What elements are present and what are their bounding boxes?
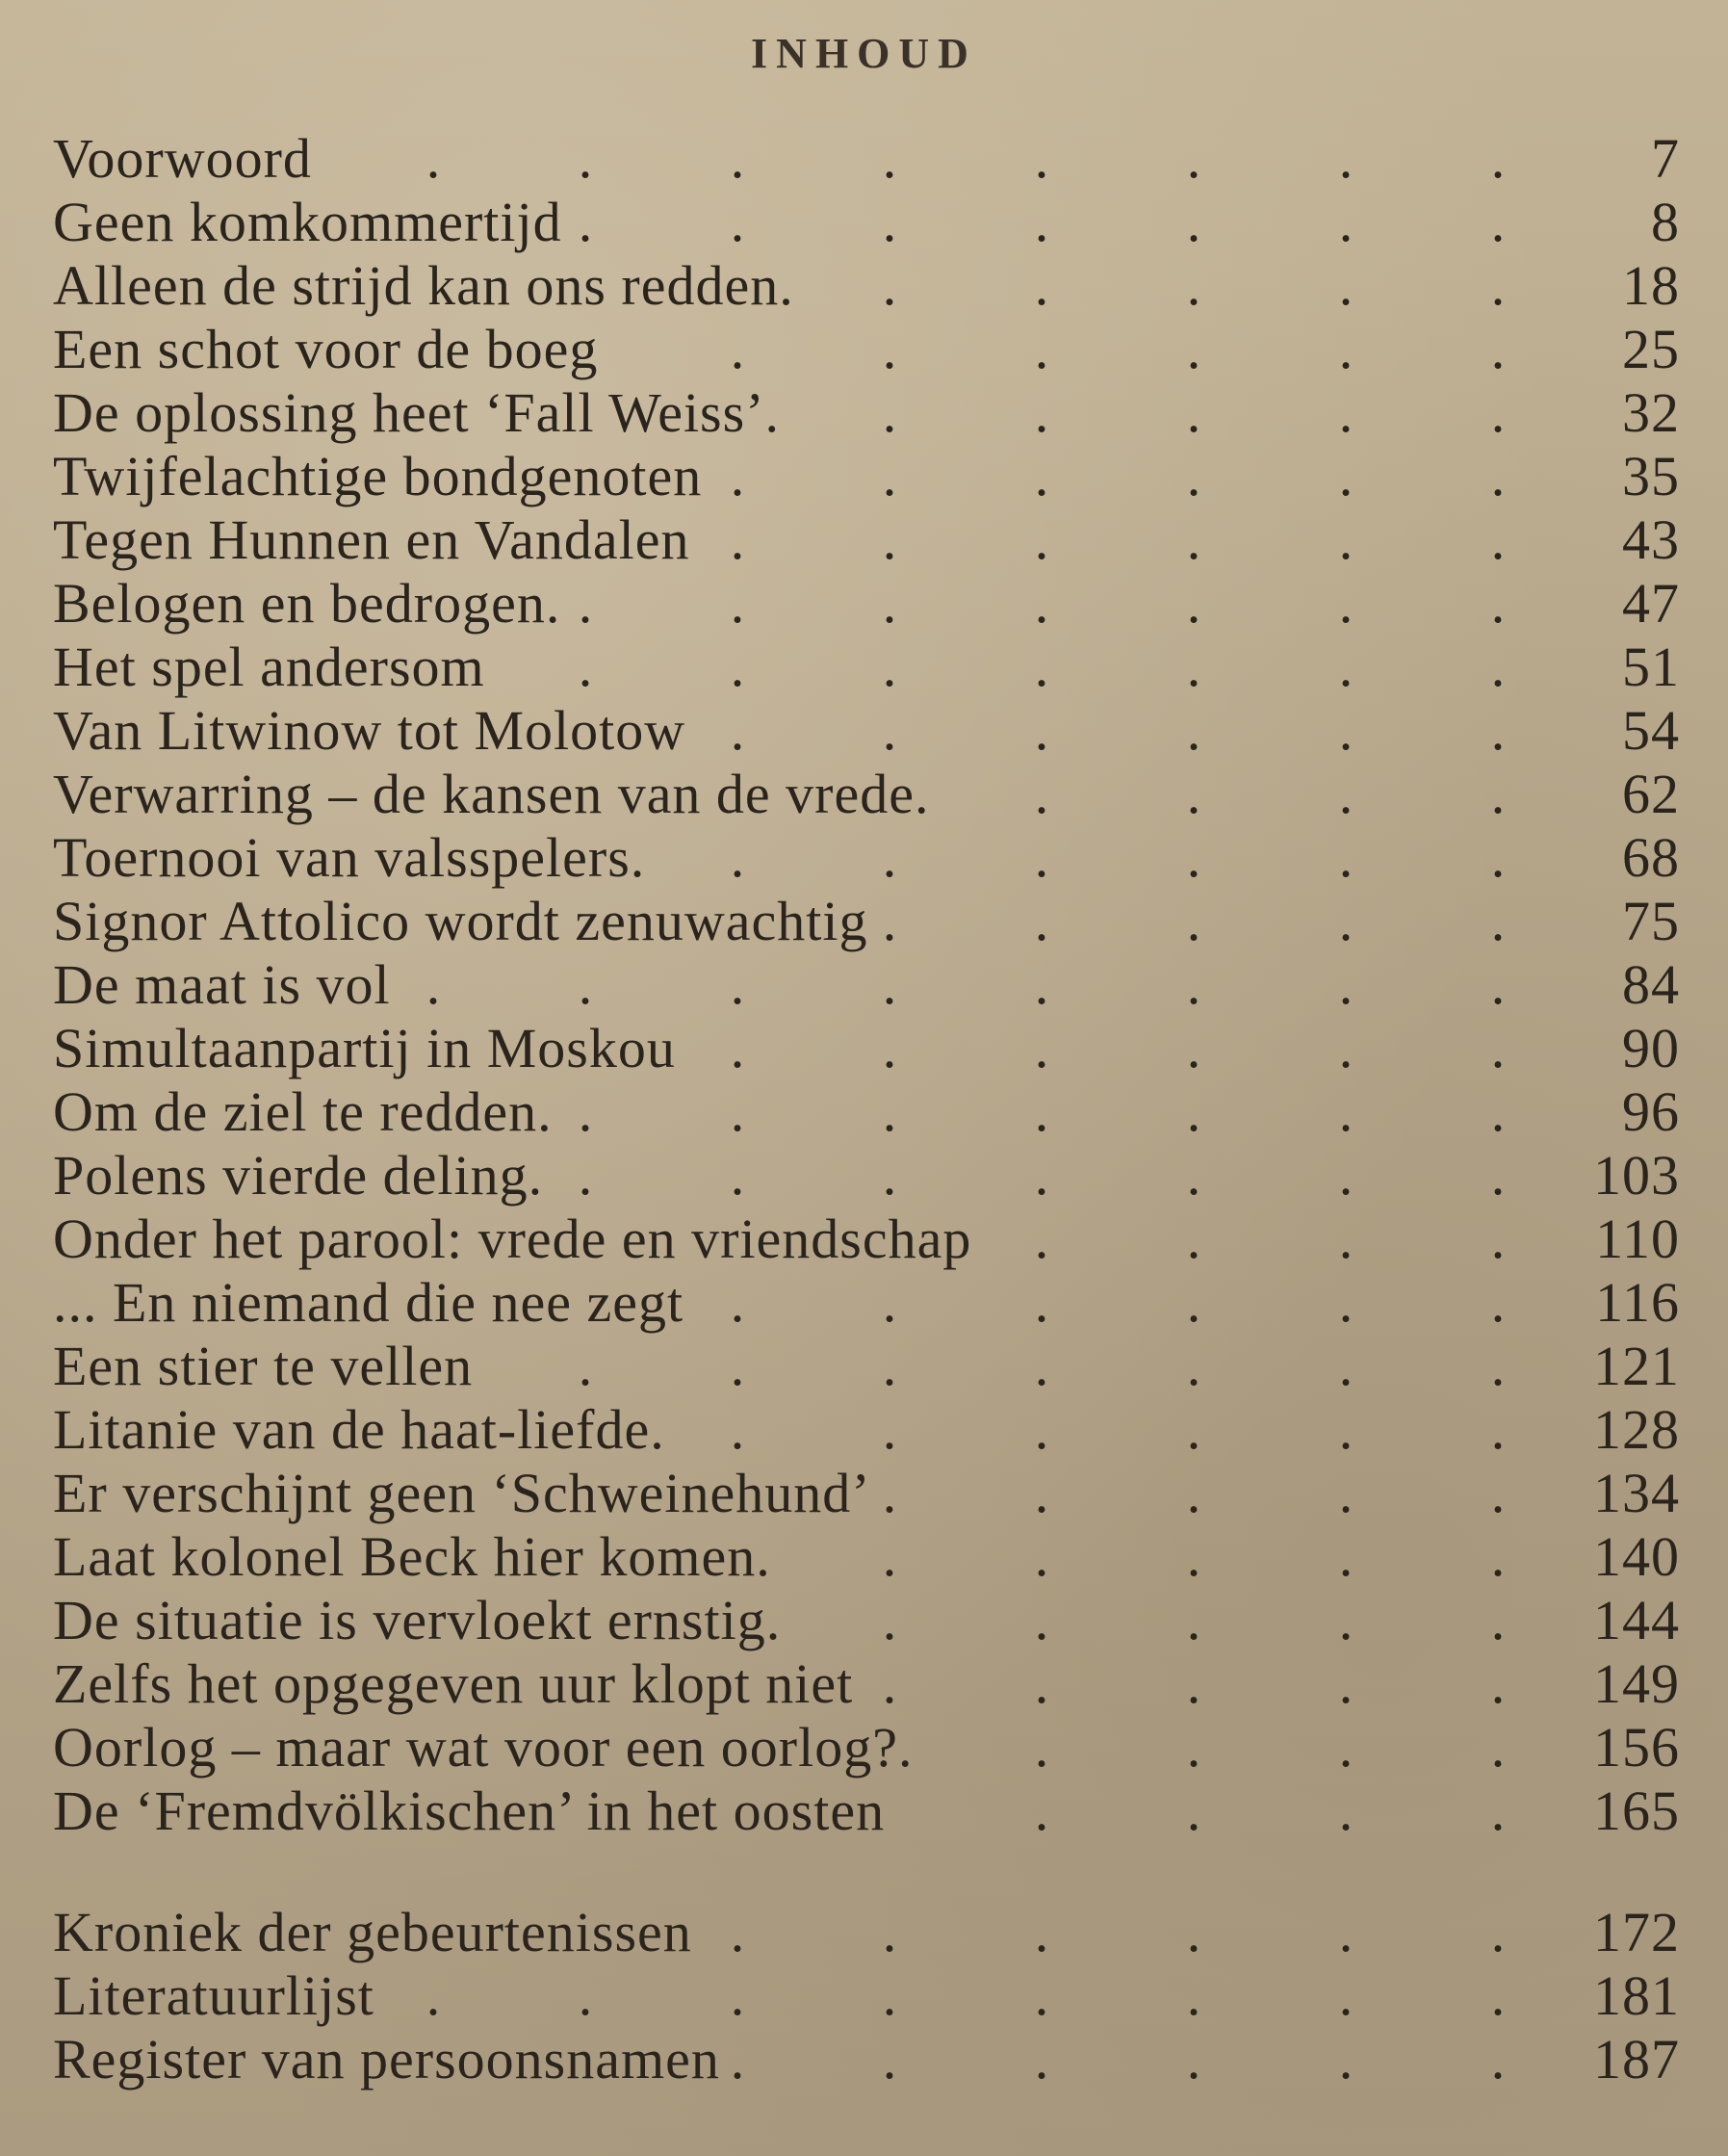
dot-leader: . . . . . . . . <box>426 953 1506 1016</box>
toc-entry-title: Om de ziel te redden. <box>53 1080 553 1143</box>
toc-entry-page-number: 121 <box>1593 1335 1680 1397</box>
toc-entry <box>53 2028 1680 2091</box>
dot-leader: . . . . <box>1034 1208 1506 1270</box>
toc-entry <box>53 1589 1680 1652</box>
toc-entry <box>53 254 1680 318</box>
dot-leader: . . . . . . <box>730 826 1506 889</box>
dot-leader: . . . . . . <box>730 508 1506 571</box>
toc-entry-title: Van Litwinow tot Molotow <box>53 699 686 762</box>
toc-entry <box>53 1525 1680 1589</box>
toc-entry <box>53 890 1680 953</box>
toc-entry-page-number: 7 <box>1651 127 1680 190</box>
toc-entry-title: ... En niemand die nee zegt <box>53 1271 684 1334</box>
toc-entry <box>53 1271 1680 1335</box>
dot-leader: . . . . <box>1034 1716 1506 1779</box>
toc-entry <box>53 572 1680 636</box>
toc-entry <box>53 699 1680 763</box>
toc-entry-title: Het spel andersom <box>53 636 485 698</box>
toc-entry-title: Register van persoonsnamen <box>53 2028 720 2091</box>
dot-leader: . . . . . <box>882 1652 1506 1715</box>
toc-entry <box>53 1017 1680 1080</box>
dot-leader: . . . . . <box>882 1525 1506 1588</box>
toc-entry-page-number: 181 <box>1593 1964 1680 2027</box>
toc-entry-page-number: 110 <box>1595 1208 1680 1270</box>
toc-entry-title: Simultaanpartij in Moskou <box>53 1017 676 1079</box>
toc-entry-title: De maat is vol <box>53 953 391 1016</box>
toc-entry-page-number: 47 <box>1622 572 1680 635</box>
toc-entry-title: Laat kolonel Beck hier komen. <box>53 1525 771 1588</box>
toc-entry <box>53 1208 1680 1271</box>
toc-entry-title: Geen komkommertijd <box>53 191 562 253</box>
toc-entry-page-number: 32 <box>1622 381 1680 444</box>
toc-entry-page-number: 187 <box>1593 2028 1680 2091</box>
toc-entry-title: Voorwoord <box>53 127 312 190</box>
toc-entry-page-number: 116 <box>1595 1271 1680 1334</box>
dot-leader: . . . . . . <box>730 445 1506 507</box>
toc-entry <box>53 381 1680 445</box>
dot-leader: . . . . . . <box>730 1398 1506 1461</box>
toc-entry-title: Verwarring – de kansen van de vrede. <box>53 763 930 825</box>
toc-entry-title: Onder het parool: vrede en vriendschap <box>53 1208 972 1270</box>
toc-entry-page-number: 96 <box>1622 1080 1680 1143</box>
toc-entry-page-number: 140 <box>1593 1525 1680 1588</box>
toc-entry <box>53 1080 1680 1144</box>
toc-entry-page-number: 128 <box>1593 1398 1680 1461</box>
page-title: INHOUD <box>751 30 977 77</box>
toc-entry-title: Toernooi van valsspelers. <box>53 826 646 889</box>
toc-entry-title: De ‘Fremdvölkischen’ in het oosten <box>53 1779 886 1842</box>
toc-entry-title: Alleen de strijd kan ons redden. <box>53 254 794 317</box>
toc-entry-title: Litanie van de haat-liefde. <box>53 1398 665 1461</box>
dot-leader: . . . . . . . <box>578 1335 1506 1397</box>
toc-entry-page-number: 54 <box>1622 699 1680 762</box>
toc-entry-title: Tegen Hunnen en Vandalen <box>53 508 690 571</box>
dot-leader: . . . . . . . <box>578 572 1506 635</box>
toc-entry-title: De situatie is vervloekt ernstig. <box>53 1589 782 1651</box>
toc-entry-page-number: 75 <box>1622 890 1680 952</box>
toc-entry-page-number: 18 <box>1622 254 1680 317</box>
toc-entry-page-number: 68 <box>1622 826 1680 889</box>
toc-entry <box>53 826 1680 890</box>
toc-entry-title: Zelfs het opgegeven uur klopt niet <box>53 1652 854 1715</box>
toc-entry <box>53 508 1680 572</box>
toc-entry-page-number: 103 <box>1593 1144 1680 1207</box>
toc-entry-title: Literatuurlijst <box>53 1964 374 2027</box>
toc-entry-page-number: 51 <box>1622 636 1680 698</box>
toc-entry-page-number: 134 <box>1593 1462 1680 1524</box>
toc-entry-page-number: 90 <box>1622 1017 1680 1079</box>
toc-entry-page-number: 144 <box>1593 1589 1680 1651</box>
toc-entry <box>53 636 1680 699</box>
dot-leader: . . . . <box>1034 1779 1506 1842</box>
toc-entry-page-number: 25 <box>1622 318 1680 380</box>
toc-entry-page-number: 149 <box>1593 1652 1680 1715</box>
toc-entry <box>53 1335 1680 1398</box>
dot-leader: . . . . . <box>882 254 1506 317</box>
toc-entry <box>53 763 1680 826</box>
dot-leader: . . . . . <box>882 1589 1506 1651</box>
toc-entry-page-number: 156 <box>1593 1716 1680 1779</box>
dot-leader: . . . . . . . <box>578 636 1506 698</box>
toc-entry-page-number: 172 <box>1593 1901 1680 1963</box>
toc-entry-title: Kroniek der gebeurtenissen <box>53 1901 692 1963</box>
dot-leader: . . . . . <box>882 890 1506 952</box>
toc-entry-page-number: 35 <box>1622 445 1680 507</box>
dot-leader: . . . . . . <box>730 1901 1506 1963</box>
toc-entry-page-number: 62 <box>1622 763 1680 825</box>
dot-leader: . . . . . . <box>730 699 1506 762</box>
toc-entry <box>53 953 1680 1017</box>
toc-entry <box>53 1901 1680 1964</box>
toc-entry <box>53 1716 1680 1779</box>
toc-entry-page-number: 8 <box>1651 191 1680 253</box>
dot-leader: . . . . . <box>882 381 1506 444</box>
toc-entry-title: Polens vierde deling. <box>53 1144 544 1207</box>
dot-leader: . . . . . . <box>730 2028 1506 2091</box>
toc-entry <box>53 191 1680 254</box>
dot-leader: . . . . . . . <box>578 191 1506 253</box>
toc-entry-title: Signor Attolico wordt zenuwachtig <box>53 890 868 952</box>
toc-entry <box>53 1144 1680 1208</box>
toc-entry <box>53 127 1680 191</box>
toc-entry <box>53 1398 1680 1462</box>
dot-leader: . . . . . <box>882 1462 1506 1524</box>
toc-entry-title: Twijfelachtige bondgenoten <box>53 445 703 507</box>
dot-leader: . . . . . . . <box>578 1080 1506 1143</box>
table-of-contents <box>53 127 1680 2091</box>
toc-entry <box>53 318 1680 381</box>
dot-leader: . . . . . . . . <box>426 127 1506 190</box>
dot-leader: . . . . . . <box>730 318 1506 380</box>
toc-entry <box>53 445 1680 508</box>
toc-entry <box>53 1964 1680 2028</box>
dot-leader: . . . . . . . <box>578 1144 1506 1207</box>
dot-leader: . . . . . . . . <box>426 1964 1506 2027</box>
toc-entry-page-number: 84 <box>1622 953 1680 1016</box>
toc-entry-title: De oplossing heet ‘Fall Weiss’. <box>53 381 781 444</box>
toc-entry-title: Belogen en bedrogen. <box>53 572 561 635</box>
toc-entry-page-number: 43 <box>1622 508 1680 571</box>
toc-entry-title: Er verschijnt geen ‘Schweinehund’ <box>53 1462 871 1524</box>
dot-leader: . . . . <box>1034 763 1506 825</box>
toc-entry <box>53 1779 1680 1843</box>
toc-entry <box>53 1652 1680 1716</box>
dot-leader: . . . . . . <box>730 1271 1506 1334</box>
toc-entry-title: Een schot voor de boeg <box>53 318 599 380</box>
toc-entry-title: Oorlog – maar wat voor een oorlog?. <box>53 1716 914 1779</box>
toc-entry <box>53 1462 1680 1525</box>
dot-leader: . . . . . . <box>730 1017 1506 1079</box>
toc-entry-page-number: 165 <box>1593 1779 1680 1842</box>
toc-entry-title: Een stier te vellen <box>53 1335 474 1397</box>
